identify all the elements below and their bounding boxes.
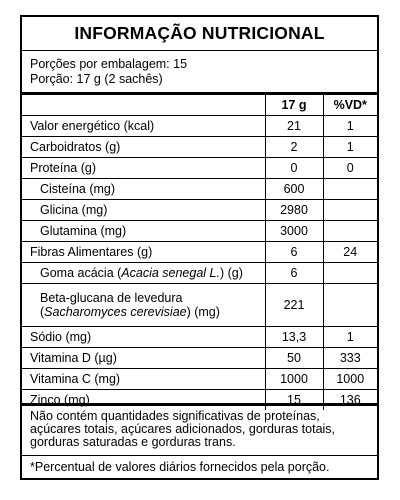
nutrition-facts-label <box>20 15 379 480</box>
table-row-beta-glucan <box>22 284 377 327</box>
nutrient-name: Vitamina D (µg) <box>22 348 265 369</box>
nutrient-amount: 15 <box>265 390 323 411</box>
nutrient-name: Glutamina (mg) <box>22 221 265 242</box>
insignificant-amounts-note: Não contém quantidades significativas de proteínas, açúcares totais, açúcares adicionados, gorduras totais, gorduras saturadas e gorduras trans. <box>22 403 377 456</box>
table-row-energy <box>22 116 377 137</box>
nutrient-name: Valor energético (kcal) <box>22 116 265 137</box>
nutrient-amount: 6 <box>265 263 323 284</box>
nutrient-dv: 1 <box>323 137 377 158</box>
nutrient-name: Vitamina C (mg) <box>22 369 265 390</box>
name-prefix: ( <box>40 305 45 319</box>
nutrient-amount: 0 <box>265 158 323 179</box>
scientific-name: Sacharomyces cerevisiae <box>44 305 187 319</box>
table-row-acacia-gum <box>22 263 377 284</box>
nutrient-name: Fibras Alimentares (g) <box>22 242 265 263</box>
table-header-row <box>22 95 377 116</box>
nutrient-amount: 3000 <box>265 221 323 242</box>
header-dv: %VD* <box>323 95 377 116</box>
nutrient-dv <box>323 200 377 221</box>
nutrient-dv <box>323 221 377 242</box>
table-row-glutamine <box>22 221 377 242</box>
table-row-fiber <box>22 242 377 263</box>
nutrient-dv <box>323 263 377 284</box>
nutrient-dv: 333 <box>323 348 377 369</box>
scientific-name: Acacia senegal L. <box>121 266 220 280</box>
name-suffix: ) (g) <box>219 266 243 280</box>
nutrient-name: Cisteína (mg) <box>22 179 265 200</box>
nutrient-dv: 1 <box>323 116 377 137</box>
nutrient-amount: 2980 <box>265 200 323 221</box>
nutrient-name: Carboidratos (g) <box>22 137 265 158</box>
header-amount: 17 g <box>265 95 323 116</box>
nutrient-table <box>22 95 377 410</box>
nutrient-name <box>22 263 265 284</box>
daily-value-footnote: *Percentual de valores diários fornecidos pela porção. <box>30 460 330 474</box>
name-line-1: Beta-glucana de levedura <box>40 291 183 305</box>
name-prefix: Goma acácia ( <box>40 266 122 280</box>
nutrient-amount: 221 <box>265 284 323 327</box>
nutrient-dv <box>323 179 377 200</box>
nutrient-amount: 21 <box>265 116 323 137</box>
nutrient-name: Proteína (g) <box>22 158 265 179</box>
nutrient-dv: 0 <box>323 158 377 179</box>
nutrient-dv: 136 <box>323 390 377 411</box>
table-row-vitamin-c <box>22 369 377 390</box>
table-row-protein <box>22 158 377 179</box>
portion-info <box>30 57 187 87</box>
nutrient-amount: 600 <box>265 179 323 200</box>
nutrient-amount: 1000 <box>265 369 323 390</box>
portions-per-package: Porções por embalagem: 15 <box>30 57 188 71</box>
table-row-glycine <box>22 200 377 221</box>
nutrient-dv: 1 <box>323 327 377 348</box>
nutrient-dv: 24 <box>323 242 377 263</box>
nutrient-name <box>22 284 265 327</box>
nutrient-amount: 50 <box>265 348 323 369</box>
table-row-vitamin-d <box>22 348 377 369</box>
nutrient-dv: 1000 <box>323 369 377 390</box>
table-row-carbs <box>22 137 377 158</box>
nutrient-name: Zinco (mg) <box>22 390 265 411</box>
nutrient-name: Sódio (mg) <box>22 327 265 348</box>
nutrient-amount: 13,3 <box>265 327 323 348</box>
label-title: INFORMAÇÃO NUTRICIONAL <box>22 17 377 51</box>
name-suffix: ) (mg) <box>186 305 220 319</box>
nutrient-amount: 2 <box>265 137 323 158</box>
portion-size: Porção: 17 g (2 sachês) <box>30 72 163 86</box>
table-row-sodium <box>22 327 377 348</box>
table-row-cysteine <box>22 179 377 200</box>
header-blank <box>22 95 265 116</box>
nutrient-name: Glicina (mg) <box>22 200 265 221</box>
nutrient-dv <box>323 284 377 327</box>
nutrient-amount: 6 <box>265 242 323 263</box>
